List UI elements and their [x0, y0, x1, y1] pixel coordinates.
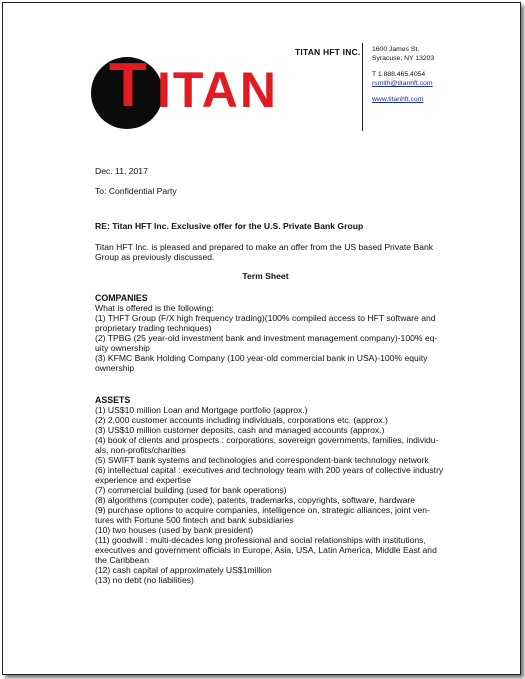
contact-block	[372, 46, 434, 105]
term-sheet-heading: Term Sheet	[242, 271, 289, 281]
assets-line: (9) purchase options to acquire companies, intelligence on, strategic alliances, joint ven-	[95, 505, 430, 515]
assets-line: (10) two houses (used by bank president)	[95, 525, 254, 535]
intro-line: Titan HFT Inc. is pleased and prepared to make an offer from the US based Private Bank	[95, 242, 434, 252]
logo-wordmark: ITAN	[157, 62, 278, 118]
companies-line: (1) THFT Group (F/X high frequency trading)(100% compiled access to HFT software and	[95, 313, 436, 323]
companies-section	[95, 293, 495, 373]
assets-heading: ASSETS	[95, 395, 131, 405]
website-link[interactable]: www.titanhft.com	[372, 96, 424, 104]
company-name: TITAN HFT INC.	[295, 47, 361, 57]
assets-line: (6) intellectual capital : executives and technology team with 200 years of collective industry	[95, 465, 444, 475]
companies-line: What is offered is the following:	[95, 303, 214, 313]
assets-line: (3) US$10 million customer deposits, cash and managed accounts (approx.)	[95, 425, 385, 435]
companies-line: uity ownership	[95, 343, 150, 353]
assets-line: executives and government officials in Europe, Asia, USA, Latin America, Middle East and	[95, 545, 437, 555]
assets-section	[95, 395, 495, 585]
email-link[interactable]: rsmith@titanhft.com	[372, 79, 433, 87]
companies-line: (2) TPBG (25 year-old investment bank and investment management company)-100% eq-	[95, 333, 438, 343]
companies-line: ownership	[95, 363, 135, 373]
address-line-1: 1600 James St.	[372, 46, 420, 53]
titan-logo	[91, 45, 281, 125]
letter-intro	[95, 242, 495, 262]
letter-recipient: To: Confidential Party	[95, 186, 177, 196]
assets-line: (7) commercial building (used for bank operations)	[95, 485, 287, 495]
assets-line: (4) book of clients and prospects : corporations, sovereign governments, families, individu-	[95, 435, 439, 445]
assets-line: the Caribbean	[95, 555, 149, 565]
letter-subject: RE: Titan HFT Inc. Exclusive offer for the U.S. Private Bank Group	[95, 221, 364, 231]
phone-number: T 1.888.465.4054	[372, 71, 426, 79]
assets-line: tures with Fortune 500 fintech and bank subsidiaries	[95, 515, 294, 525]
assets-line: (5) SWIFT bank systems and technologies and correspondent-bank technology network	[95, 455, 429, 465]
letterhead-divider	[362, 43, 363, 131]
companies-line: proprietary trading techniques)	[95, 323, 212, 333]
assets-line: (8) algorithms (computer code), patents, trademarks, copyrights, software, hardware	[95, 495, 416, 505]
assets-line: experience and expertise	[95, 475, 192, 485]
assets-line: (1) US$10 million Loan and Mortgage portfolio (approx.)	[95, 405, 308, 415]
assets-line: als, non-profits/charities	[95, 445, 186, 455]
letter-page	[2, 2, 521, 675]
letter-date: Dec. 11, 2017	[95, 166, 148, 176]
companies-heading: COMPANIES	[95, 293, 148, 303]
assets-line: (11) goodwill : multi-decades long professional and social relationships with institutions,	[95, 535, 426, 545]
assets-line: (2) 2,000 customer accounts including individuals, corporations etc. (approx.)	[95, 415, 388, 425]
assets-line: (13) no debt (no liabilities)	[95, 575, 194, 585]
address-line-2: Syracuse, NY 13203	[372, 54, 435, 62]
assets-line: (12) cash capital of approximately US$1million	[95, 565, 272, 575]
logo-letter-t: T	[109, 51, 147, 120]
intro-line: Group as previously discussed.	[95, 252, 215, 262]
companies-line: (3) KFMC Bank Holding Company (100 year-old commercial bank in USA)-100% equity	[95, 353, 428, 363]
